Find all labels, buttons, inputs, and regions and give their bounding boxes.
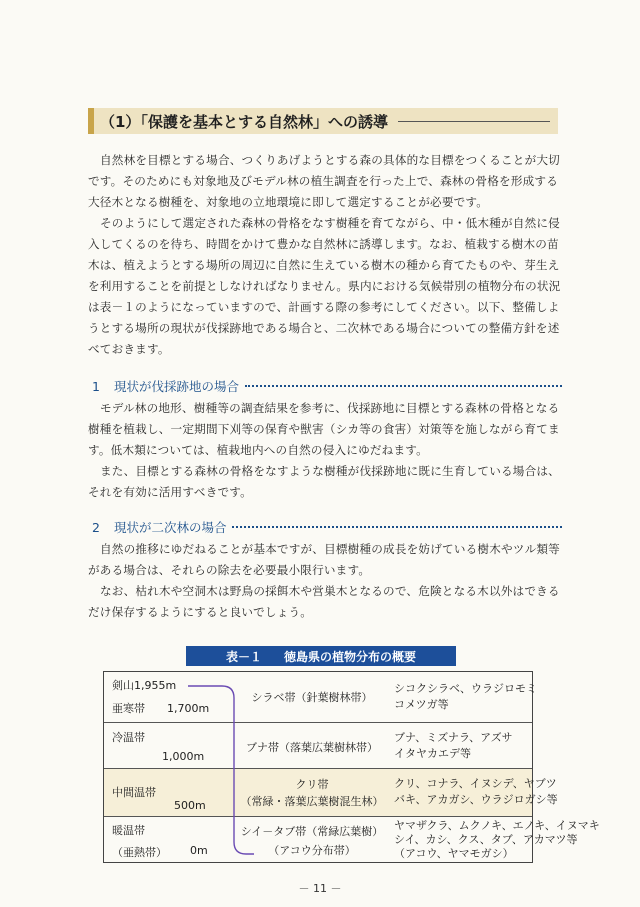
section-title-text: （1）「保護を基本とする自然林」への誘導 [100, 112, 388, 131]
text-line: そのようにして選定された森林の骨格をなす樹種を育てながら、中・低木種が自然に侵 [100, 216, 560, 230]
subsection-number: 2 [92, 519, 100, 535]
zone-connector-line [104, 672, 534, 864]
table-title: 徳島県の植物分布の概要 [284, 649, 417, 664]
species-line: クリ、コナラ、イヌシデ、ヤブツ [394, 777, 557, 790]
table-label: 表－１ [225, 649, 262, 664]
zone-label: 冷温帯 [112, 731, 145, 744]
vegetation-belt: （アコウ分布帯） [268, 844, 356, 857]
subsection-number: 1 [92, 378, 100, 394]
table-caption [186, 646, 456, 666]
section-title-rule [398, 121, 550, 122]
text-line: がある場合は、それらの除去を必要最小限行います。 [88, 563, 371, 577]
text-line: 自然林を目標とする場合、つくりあげようとする森の具体的な目標をつくることが大切 [100, 153, 560, 167]
text-line: また、目標とする森林の骨格をなすような樹種が伐採跡地に既に生育している場合は、 [100, 464, 560, 478]
zone-label: 剣山1,955m [112, 679, 177, 692]
text-line: です。そのためにも対象地及びモデル林の植生調査を行った上で、森林の骨格を形成する [88, 174, 559, 188]
species-line: シイ、カシ、クス、タブ、アカマツ等 [394, 833, 578, 846]
vegetation-belt: シラベ帯（針葉樹林帯） [251, 691, 373, 704]
text-line: うとする場所の現状が伐採跡地である場合と、二次林である場合についての整備方針を述 [88, 321, 560, 335]
subsection-2-heading [92, 517, 562, 537]
subsection-1-heading [92, 376, 562, 396]
text-line: 入してくるのを待ち、時間をかけて豊かな自然林に誘導します。なお、植栽する樹木の苗 [88, 237, 559, 251]
section-title [88, 108, 558, 134]
dotted-leader [232, 526, 562, 528]
subsection-2-body [88, 539, 566, 623]
text-line: モデル林の地形、樹種等の調査結果を参考に、伐採跡地に目標とする森林の骨格となる [100, 401, 560, 415]
zone-altitude: 1,000m [162, 750, 205, 763]
text-line: だけ保存するようにすると良いでしょう。 [88, 605, 313, 619]
zone-altitude: 500m [174, 799, 206, 812]
text-line: それを有効に活用すべきです。 [88, 485, 252, 499]
text-line: を利用することを前提としなければなりません。県内における気候帯別の植物分布の状況 [88, 279, 561, 293]
zone-altitude: 0m [190, 844, 208, 857]
zone-label: （亜熱帯） [112, 846, 167, 859]
page-number: － 11 － [298, 882, 342, 895]
vegetation-table [103, 671, 600, 863]
species-line: バキ、アカガシ、ウラジロガシ等 [394, 793, 558, 806]
text-line: べておきます。 [88, 342, 170, 356]
subsection-title: 現状が伐採跡地の場合 [113, 379, 239, 394]
subsection-title: 現状が二次林の場合 [113, 520, 227, 535]
vegetation-belt: シイ－タブ帯（常緑広葉樹） [240, 825, 384, 838]
text-line: 大径木となる樹種を、対象地の立地環境に即して選定することが必要です。 [88, 195, 489, 209]
zone-label: 中間温帯 [112, 786, 156, 799]
text-line: す。低木類については、植栽地内への自然の侵入にゆだねます。 [88, 443, 428, 457]
species-line: コメツガ等 [394, 698, 449, 711]
text-line: 木は、植えようとする場所の周辺に自然に生えている樹木の種から育てたものや、芽生え [88, 258, 560, 272]
species-line: イタヤカエデ等 [394, 747, 471, 760]
zone-label: 亜寒帯 1,700m [112, 702, 210, 715]
species-line: シコクシラベ、ウラジロモミ [394, 682, 537, 695]
text-line: なお、枯れ木や空洞木は野鳥の採餌木や営巣木となるので、危険となる木以外はできる [100, 584, 560, 598]
species-line: ブナ、ミズナラ、アズサ [394, 731, 513, 744]
vegetation-belt: ブナ帯（落葉広葉樹林帯） [246, 741, 378, 754]
text-line: は表－１のようになっていますので、計画する際の参考にしてください。以下、整備しよ [88, 300, 560, 314]
dotted-leader [245, 385, 562, 387]
species-line: ヤマザクラ、ムクノキ、エノキ、イヌマキ [394, 819, 600, 832]
text-line: 自然の推移にゆだねることが基本ですが、目標樹種の成長を妨げている樹木やツル類等 [100, 542, 560, 556]
text-line: 樹種を植栽し、一定期間下刈等の保育や獣害（シカ等の食害）対策等を施しながら育てま [88, 422, 560, 436]
vegetation-belt: クリ帯 [295, 778, 329, 791]
intro-paragraph [88, 150, 566, 360]
zone-label: 暖温帯 [112, 824, 145, 837]
vegetation-belt: （常緑・落葉広葉樹混生林） [240, 795, 384, 808]
species-line: （アコウ、ヤマモガシ） [394, 847, 514, 860]
subsection-1-body [88, 398, 566, 503]
